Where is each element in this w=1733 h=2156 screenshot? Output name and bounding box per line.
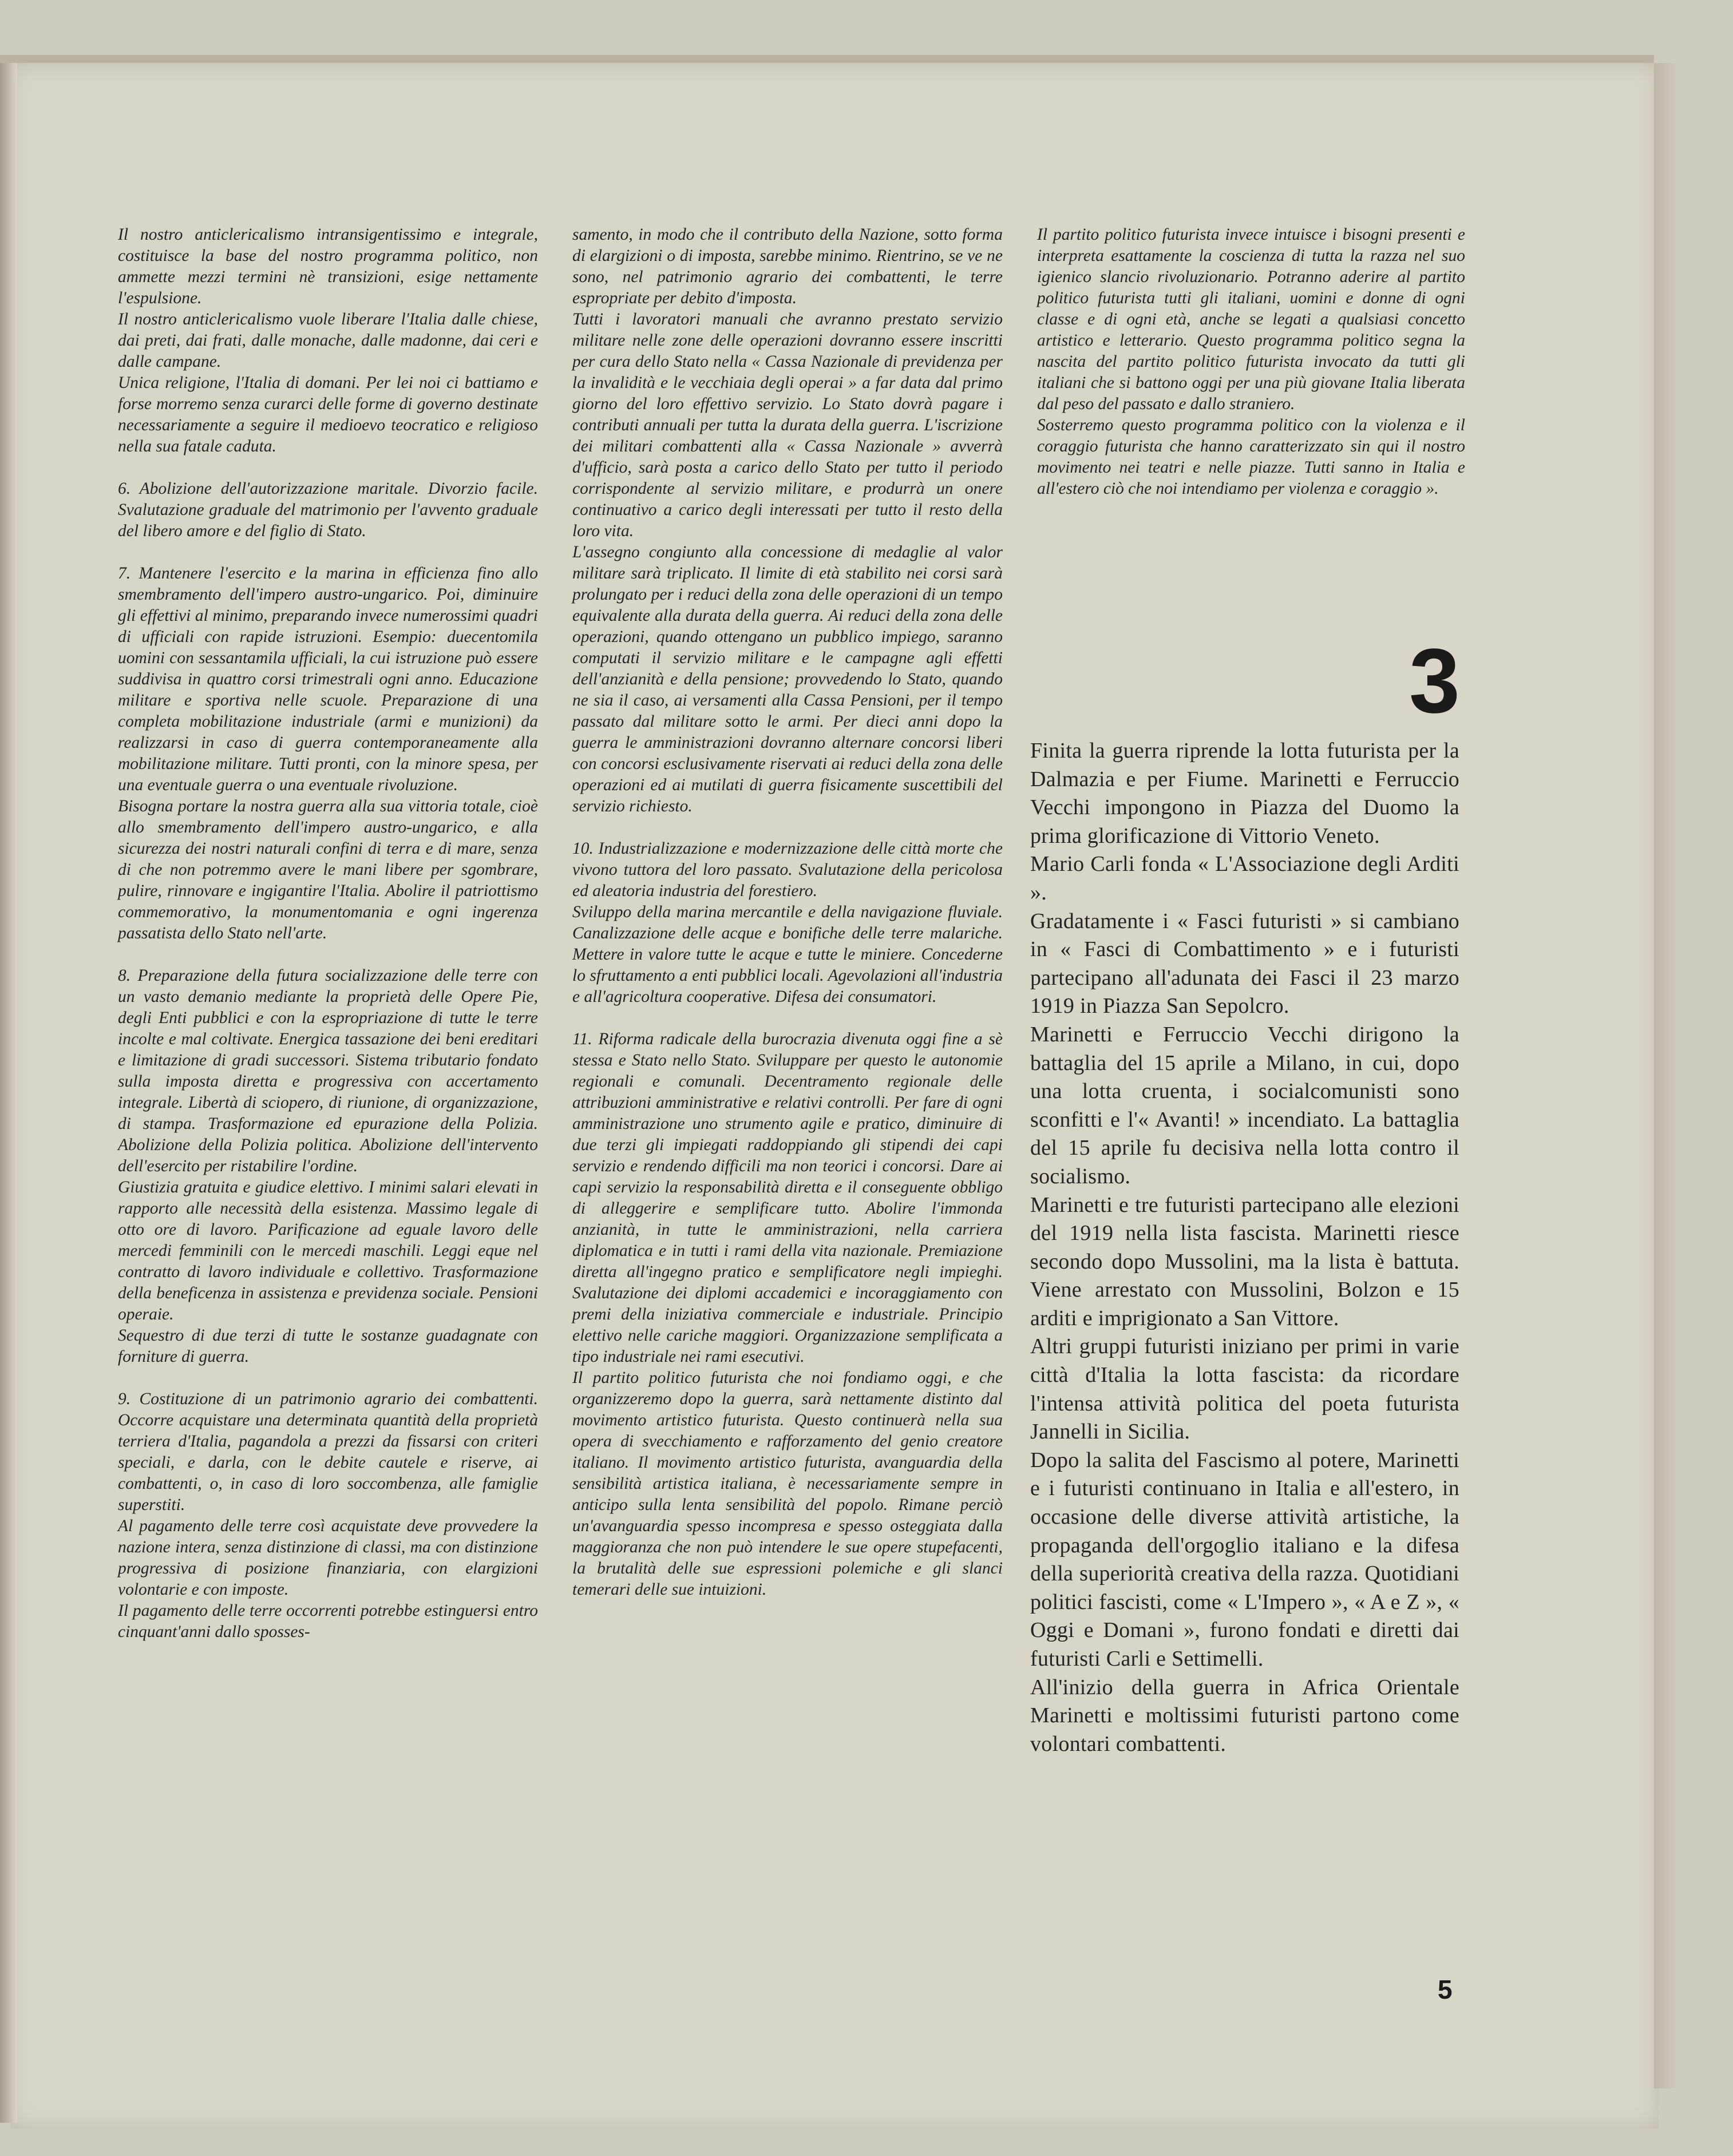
paragraph: Marinetti e Ferruccio Vecchi dirigono la battaglia del 15 aprile a Milano, in cui, dopo una lotta cruenta, i socialcomunisti sono sconfitti e l'« Avanti! » incendiato. La battaglia del 15 aprile fu decisiva nella lotta contro il socialismo. (1030, 1022, 1459, 1188)
page-gutter (0, 63, 17, 2123)
paragraph: Il partito politico futurista che noi fondiamo oggi, e che organizzeremo dopo la guerra, sarà nettamente distinto dal movimento artistico futurista. Questo continuerà nella sua opera di svecchiamento e rafforzamento del genio creatore italiano. Il movimento artistico futurista, avanguardia della sensibilità artistica italiana, è necessariamente sempre in anticipo sulla lenta sensibilità del popolo. Rimane perciò un'avanguardia spesso incompresa e spesso osteggiata dalla maggioranza che non può intendere le sue opere stupefacenti, la brutalità delle sue espressioni polemiche e gli slanci temerari delle sue intuizioni. (572, 1369, 1003, 1599)
paragraph: All'inizio della guerra in Africa Orientale Marinetti e moltissimi futuristi partono come volontari combattenti. (1030, 1675, 1459, 1756)
paragraph: Il nostro anticlericalismo intransigentissimo e integrale, costituisce la base del nostro programma politico, non ammette mezzi termini nè transizioni, esige nettamente l'espulsione. (118, 225, 538, 307)
text-column-2 (572, 224, 1003, 1600)
paragraph: Il nostro anticlericalismo vuole liberare l'Italia dalle chiese, dai preti, dai frati, dalle monache, dalle madonne, dai ceri e dalle campane. (118, 310, 538, 371)
paragraph: Marinetti e tre futuristi partecipano alle elezioni del 1919 nella lista fascista. Marinetti riesce secondo dopo Mussolini, ma la lista è battuta. Viene arrestato con Mussolini, Bolzon e 15 arditi e imprigionato a San Vittore. (1030, 1192, 1459, 1330)
text-column-3 (1037, 224, 1465, 500)
paragraph: Il pagamento delle terre occorrenti potrebbe estinguersi entro cinquant'anni dallo sposses- (118, 1602, 538, 1641)
program-point-8: 8. Preparazione della futura socializzazione delle terre con un vasto demanio mediante la proprietà delle Opere Pie, degli Enti pubblici e con la espropriazione di tutte le terre incolte e mal coltivate. Energica tassazione dei beni ereditari e limitazione di gradi successori. Sistema tributario fondato sulla imposta diretta e progressiva con accertamento integrale. Libertà di sciopero, di riunione, di organizzazione, di stampa. Trasformazione ed epurazione della Polizia. Abolizione della Polizia politica. Abolizione dell'intervento dell'esercito per ristabilire l'ordine. (118, 966, 538, 1175)
paragraph: Tutti i lavoratori manuali che avranno prestato servizio militare nelle zone delle operazioni dovranno essere inscritti per cura dello Stato nella « Cassa Nazionale di previdenza per la invalidità e le vecchiaia degli operai » a far data dal primo giorno del loro effettivo servizio. Lo Stato dovrà pagare i contributi annuali per tutta la durata della guerra. L'iscrizione dei militari combattenti alla « Cassa Nazionale » avverrà d'ufficio, sarà posta a carico dello Stato per tutto il periodo corrispondente al servizio militare, e produrrà un onere continuativo a carico degli interessati per tutto il resto della loro vita. (572, 310, 1003, 540)
paragraph: Dopo la salita del Fascismo al potere, Marinetti e i futuristi continuano in Italia e all'estero, in occasione delle diverse attività artistiche, la propaganda dell'orgoglio italiano e la difesa della superiorità creativa della razza. Quotidiani politici fascisti, come « L'Impero », « A e Z », « Oggi e Domani », furono fondati e diretti dai futuristi Carli e Settimelli. (1030, 1448, 1459, 1671)
paragraph: Sosterremo questo programma politico con la violenza e il coraggio futurista che hanno caratterizzato sin qui il nostro movimento nei teatri e nelle piazze. Tutti sanno in Italia e all'estero ciò che noi intendiamo per violenza e coraggio ». (1037, 416, 1465, 498)
paragraph: Gradatamente i « Fasci futuristi » si cambiano in « Fasci di Combattimento » e i futuristi partecipano all'adunata dei Fasci il 23 marzo 1919 in Piazza San Sepolcro. (1030, 909, 1459, 1018)
paragraph: Mario Carli fonda « L'Associazione degli Arditi ». (1030, 852, 1459, 905)
paragraph: Sviluppo della marina mercantile e della navigazione fluviale. Canalizzazione delle acque e bonifiche delle terre malariche. Mettere in valore tutte le acque e tutte le miniere. Concederne lo sfruttamento a enti pubblici locali. Agevolazioni all'industria e all'agricoltura cooperative. Difesa dei consumatori. (572, 903, 1003, 1006)
program-point-10: 10. Industrializzazione e modernizzazione delle città morte che vivono tuttora del loro passato. Svalutazione della pericolosa ed aleatoria industria del forestiero. (572, 839, 1003, 900)
program-point-7: 7. Mantenere l'esercito e la marina in efficienza fino allo smembramento dell'impero austro-ungarico. Poi, diminuire gli effettivi al minimo, preparando invece numerossimi quadri di ufficiali con rapide istruzioni. Esempio: duecentomila uomini con sessantamila ufficiali, la cui istruzione può essere suddivisa in quattro corsi trimestrali ogni anno. Educazione militare e sportiva nelle scuole. Preparazione di una completa mobilitazione industriale (armi e munizioni) da realizzarsi in caso di guerra contemporaneamente alla mobilitazione militare. Tutti pronti, con la minore spesa, per una eventuale guerra o una eventuale rivoluzione. (118, 564, 538, 794)
paragraph: L'assegno congiunto alla concessione di medaglie al valor militare sarà triplicato. Il limite di età stabilito nei corsi sarà prolungato per i reduci della zona delle operazioni di un tempo equivalente alla durata della guerra. Ai reduci della zona delle operazioni, quando ottengano un pubblico impiego, saranno computati il servizio militare e le campagne agli effetti dell'anzianità e della pensione; provvedendo lo Stato, quando ne sia il caso, ai versamenti alla Cassa Pensioni, per il tempo passato dal militare sotto le armi. Per dieci anni dopo la guerra le amministrazioni dovranno alternare concorsi liberi con concorsi esclusivamente riservati ai reduci della zona delle operazioni ed ai mutilati di guerra fisicamente suscettibili del servizio richiesto. (572, 543, 1003, 815)
paragraph: Finita la guerra riprende la lotta futurista per la Dalmazia e per Fiume. Marinetti e Ferruccio Vecchi impongono in Piazza del Duomo la prima glorificazione di Vittorio Veneto. (1030, 739, 1459, 848)
paragraph: Giustizia gratuita e giudice elettivo. I minimi salari elevati in rapporto alle necessità della esistenza. Massimo legale di otto ore di lavoro. Parificazione ad eguale lavoro delle mercedi femminili con le mercedi maschili. Leggi eque nel contratto di lavoro individuale e collettivo. Trasformazione della beneficenza in assistenza e previdenza sociale. Pensioni operaie. (118, 1178, 538, 1323)
paragraph: Unica religione, l'Italia di domani. Per lei noi ci battiamo e forse morremo senza curarci delle forme di governo destinate necessariamente a seguire il medioevo teocratico e religioso nella sua fatale caduta. (118, 374, 538, 455)
page-right-edge (1654, 63, 1676, 2088)
paragraph: Sequestro di due terzi di tutte le sostanze guadagnate con forniture di guerra. (118, 1326, 538, 1366)
program-point-9: 9. Costituzione di un patrimonio agrario dei combattenti. Occorre acquistare una determinata quantità della proprietà terriera d'Italia, pagandola a prezzi da fissarsi con criteri speciali, e darla, con le debite cautele e riserve, ai combattenti, o, in caso di loro soccombenza, alle famiglie superstiti. (118, 1390, 538, 1514)
section-number: 3 (1409, 629, 1460, 732)
paragraph: Il partito politico futurista invece intuisce i bisogni presenti e interpreta esattamente la coscienza di tutta la razza nel suo igienico slancio rivoluzionario. Potranno aderire al partito politico futurista tutti gli italiani, uomini e donne di ogni classe e di ogni età, anche se legati a qualsiasi concetto artistico e letterario. Questo programma politico segna la nascita del partito politico futurista invocato da tutti gli italiani che si battono oggi per una più giovane Italia liberata dal peso del passato e dallo straniero. (1037, 225, 1465, 413)
text-column-1 (118, 224, 538, 1643)
paragraph: Al pagamento delle terre così acquistate deve provvedere la nazione intera, senza distinzione di classi, ma con distinzione progressiva di posizione finanziaria, con elargizioni volontarie e con imposte. (118, 1517, 538, 1599)
paragraph: Bisogna portare la nostra guerra alla sua vittoria totale, cioè allo smembramento dell'impero austro-ungarico, e alla sicurezza dei nostri naturali confini di terra e di mare, senza di che non potremmo avere le mani libere per sgombrare, pulire, rinnovare e ingigantire l'Italia. Abolire il patriottismo commemorativo, la monumentomania e ogni ingerenza passatista dello Stato nell'arte. (118, 797, 538, 942)
program-point-6: 6. Abolizione dell'autorizzazione maritale. Divorzio facile. Svalutazione graduale del matrimonio per l'avvento graduale del libero amore e del figlio di Stato. (118, 479, 538, 540)
page-number: 5 (1438, 1975, 1453, 2004)
section-3-text (1030, 737, 1459, 1758)
program-point-11: 11. Riforma radicale della burocrazia divenuta oggi fine a sè stessa e Stato nello Stato. Sviluppare per questo le autonomie regionali e comunali. Decentramento regionale delle attribuzioni amministrative e relativi controlli. Per fare di ogni amministrazione uno strumento agile e pratico, diminuire di due terzi gli impiegati raddoppiando gli stipendi dei capi servizio e rendendo difficili ma non teorici i concorsi. Dare ai capi servizio la responsabilità diretta e il conseguente obbligo di alleggerire e semplificare tutto. Abolire l'immonda anzianità, in tutte le amministrazioni, nella carriera diplomatica e in tutti i rami della vita nazionale. Premiazione diretta all'ingegno pratico e semplificatore negli impieghi. Svalutazione dei diplomi accademici e incoraggiamento con premi della iniziativa commerciale e industriale. Principio elettivo nelle cariche maggiori. Organizzazione semplificata a tipo industriale nei rami esecutivi. (572, 1030, 1003, 1366)
paragraph: samento, in modo che il contributo della Nazione, sotto forma di elargizioni o di imposta, sarebbe minimo. Rientrino, se ve ne sono, nel patrimonio agrario dei combattenti, le terre espropriate per debito d'imposta. (572, 225, 1003, 307)
paragraph: Altri gruppi futuristi iniziano per primi in varie città d'Italia la lotta fascista: da ricordare l'intensa attività politica del poeta futurista Jannelli in Sicilia. (1030, 1334, 1459, 1444)
